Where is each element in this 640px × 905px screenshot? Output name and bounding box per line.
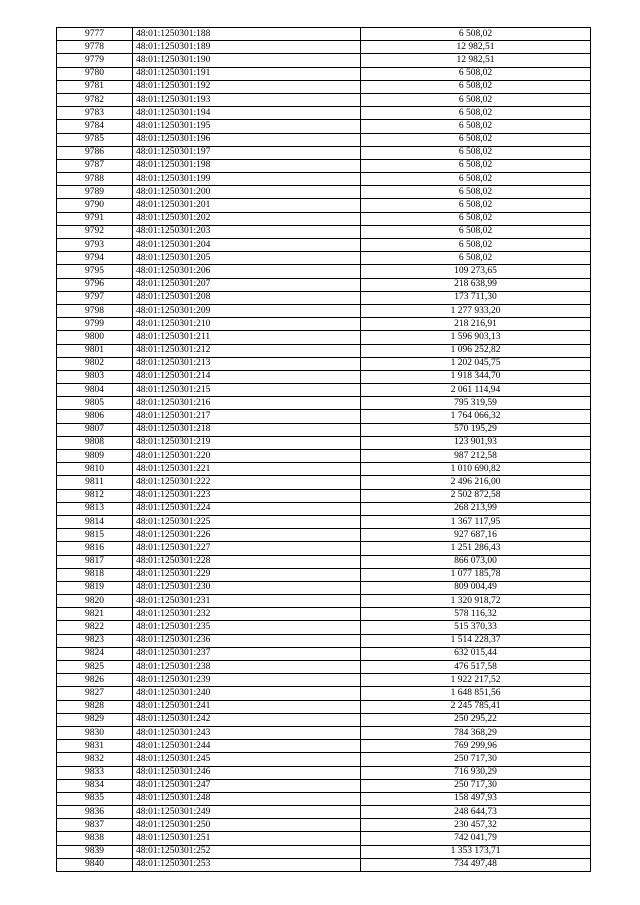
table-row: [57, 463, 591, 476]
table-row: [57, 225, 591, 238]
row-number-cell: 9777: [57, 28, 133, 41]
cadastral-number-cell: 48:01:1250301:209: [133, 304, 361, 317]
value-cell: 987 212,58: [361, 450, 591, 463]
value-cell: 230 457,32: [361, 819, 591, 832]
table-row: [57, 291, 591, 304]
cadastral-number-cell: 48:01:1250301:207: [133, 278, 361, 291]
row-number-cell: 9791: [57, 212, 133, 225]
row-number-cell: 9803: [57, 370, 133, 383]
cadastral-number-cell: 48:01:1250301:189: [133, 41, 361, 54]
cadastral-number-cell: 48:01:1250301:252: [133, 845, 361, 858]
value-cell: 1 514 228,37: [361, 634, 591, 647]
row-number-cell: 9799: [57, 318, 133, 331]
value-cell: 2 245 785,41: [361, 700, 591, 713]
registry-table: [56, 27, 591, 872]
value-cell: 927 687,16: [361, 529, 591, 542]
cadastral-number-cell: 48:01:1250301:217: [133, 410, 361, 423]
table-row: [57, 159, 591, 172]
cadastral-number-cell: 48:01:1250301:198: [133, 159, 361, 172]
cadastral-number-cell: 48:01:1250301:221: [133, 463, 361, 476]
table-row: [57, 384, 591, 397]
cadastral-number-cell: 48:01:1250301:227: [133, 542, 361, 555]
table-row: [57, 568, 591, 581]
table-row: [57, 67, 591, 80]
table-row: [57, 502, 591, 515]
cadastral-number-cell: 48:01:1250301:247: [133, 779, 361, 792]
cadastral-number-cell: 48:01:1250301:225: [133, 515, 361, 528]
cadastral-number-cell: 48:01:1250301:188: [133, 28, 361, 41]
cadastral-number-cell: 48:01:1250301:237: [133, 647, 361, 660]
table-row: [57, 740, 591, 753]
table-row: [57, 515, 591, 528]
value-cell: 6 508,02: [361, 159, 591, 172]
table-row: [57, 304, 591, 317]
value-cell: 795 319,59: [361, 397, 591, 410]
table-row: [57, 687, 591, 700]
cadastral-number-cell: 48:01:1250301:216: [133, 397, 361, 410]
value-cell: 6 508,02: [361, 146, 591, 159]
table-row: [57, 278, 591, 291]
cadastral-number-cell: 48:01:1250301:196: [133, 133, 361, 146]
row-number-cell: 9782: [57, 93, 133, 106]
table-row: [57, 726, 591, 739]
cadastral-number-cell: 48:01:1250301:239: [133, 674, 361, 687]
cadastral-number-cell: 48:01:1250301:218: [133, 423, 361, 436]
value-cell: 218 216,91: [361, 318, 591, 331]
row-number-cell: 9793: [57, 239, 133, 252]
table-row: [57, 832, 591, 845]
value-cell: 1 648 851,56: [361, 687, 591, 700]
cadastral-number-cell: 48:01:1250301:243: [133, 726, 361, 739]
cadastral-number-cell: 48:01:1250301:204: [133, 239, 361, 252]
value-cell: 6 508,02: [361, 107, 591, 120]
cadastral-number-cell: 48:01:1250301:205: [133, 252, 361, 265]
row-number-cell: 9804: [57, 384, 133, 397]
table-row: [57, 674, 591, 687]
table-row: [57, 423, 591, 436]
value-cell: 250 717,30: [361, 779, 591, 792]
value-cell: 1 918 344,70: [361, 370, 591, 383]
cadastral-number-cell: 48:01:1250301:192: [133, 80, 361, 93]
value-cell: 218 638,99: [361, 278, 591, 291]
value-cell: 6 508,02: [361, 225, 591, 238]
value-cell: 1 922 217,52: [361, 674, 591, 687]
row-number-cell: 9813: [57, 502, 133, 515]
row-number-cell: 9802: [57, 357, 133, 370]
value-cell: 1 367 117,95: [361, 515, 591, 528]
table-row: [57, 120, 591, 133]
row-number-cell: 9786: [57, 146, 133, 159]
row-number-cell: 9818: [57, 568, 133, 581]
row-number-cell: 9838: [57, 832, 133, 845]
row-number-cell: 9834: [57, 779, 133, 792]
cadastral-number-cell: 48:01:1250301:250: [133, 819, 361, 832]
cadastral-number-cell: 48:01:1250301:244: [133, 740, 361, 753]
row-number-cell: 9830: [57, 726, 133, 739]
value-cell: 809 004,49: [361, 581, 591, 594]
value-cell: 742 041,79: [361, 832, 591, 845]
cadastral-number-cell: 48:01:1250301:251: [133, 832, 361, 845]
value-cell: 1 320 918,72: [361, 595, 591, 608]
row-number-cell: 9788: [57, 173, 133, 186]
row-number-cell: 9797: [57, 291, 133, 304]
table-row: [57, 265, 591, 278]
table-row: [57, 858, 591, 871]
row-number-cell: 9780: [57, 67, 133, 80]
table-row: [57, 186, 591, 199]
value-cell: 570 195,29: [361, 423, 591, 436]
table-row: [57, 331, 591, 344]
value-cell: 158 497,93: [361, 792, 591, 805]
row-number-cell: 9795: [57, 265, 133, 278]
cadastral-number-cell: 48:01:1250301:230: [133, 581, 361, 594]
table-row: [57, 41, 591, 54]
row-number-cell: 9837: [57, 819, 133, 832]
cadastral-number-cell: 48:01:1250301:213: [133, 357, 361, 370]
row-number-cell: 9820: [57, 595, 133, 608]
row-number-cell: 9792: [57, 225, 133, 238]
value-cell: 6 508,02: [361, 28, 591, 41]
row-number-cell: 9831: [57, 740, 133, 753]
table-row: [57, 819, 591, 832]
cadastral-number-cell: 48:01:1250301:190: [133, 54, 361, 67]
cadastral-number-cell: 48:01:1250301:224: [133, 502, 361, 515]
table-row: [57, 792, 591, 805]
table-row: [57, 845, 591, 858]
value-cell: 248 644,73: [361, 806, 591, 819]
cadastral-number-cell: 48:01:1250301:231: [133, 595, 361, 608]
table-row: [57, 806, 591, 819]
row-number-cell: 9812: [57, 489, 133, 502]
value-cell: 2 502 872,58: [361, 489, 591, 502]
value-cell: 6 508,02: [361, 252, 591, 265]
value-cell: 109 273,65: [361, 265, 591, 278]
cadastral-number-cell: 48:01:1250301:194: [133, 107, 361, 120]
cadastral-number-cell: 48:01:1250301:249: [133, 806, 361, 819]
row-number-cell: 9816: [57, 542, 133, 555]
table-row: [57, 146, 591, 159]
cadastral-number-cell: 48:01:1250301:245: [133, 753, 361, 766]
cadastral-number-cell: 48:01:1250301:200: [133, 186, 361, 199]
cadastral-number-cell: 48:01:1250301:195: [133, 120, 361, 133]
value-cell: 6 508,02: [361, 239, 591, 252]
cadastral-number-cell: 48:01:1250301:228: [133, 555, 361, 568]
row-number-cell: 9824: [57, 647, 133, 660]
table-row: [57, 489, 591, 502]
table-row: [57, 239, 591, 252]
row-number-cell: 9810: [57, 463, 133, 476]
table-row: [57, 252, 591, 265]
table-row: [57, 80, 591, 93]
row-number-cell: 9819: [57, 581, 133, 594]
row-number-cell: 9815: [57, 529, 133, 542]
value-cell: 6 508,02: [361, 93, 591, 106]
row-number-cell: 9840: [57, 858, 133, 871]
value-cell: 6 508,02: [361, 212, 591, 225]
value-cell: 12 982,51: [361, 41, 591, 54]
value-cell: 6 508,02: [361, 80, 591, 93]
row-number-cell: 9783: [57, 107, 133, 120]
value-cell: 6 508,02: [361, 67, 591, 80]
table-row: [57, 621, 591, 634]
value-cell: 2 496 216,00: [361, 476, 591, 489]
table-row: [57, 93, 591, 106]
row-number-cell: 9808: [57, 436, 133, 449]
row-number-cell: 9823: [57, 634, 133, 647]
cadastral-number-cell: 48:01:1250301:232: [133, 608, 361, 621]
value-cell: 734 497,48: [361, 858, 591, 871]
cadastral-number-cell: 48:01:1250301:211: [133, 331, 361, 344]
value-cell: 6 508,02: [361, 173, 591, 186]
cadastral-number-cell: 48:01:1250301:203: [133, 225, 361, 238]
cadastral-number-cell: 48:01:1250301:214: [133, 370, 361, 383]
row-number-cell: 9839: [57, 845, 133, 858]
table-row: [57, 199, 591, 212]
row-number-cell: 9778: [57, 41, 133, 54]
cadastral-number-cell: 48:01:1250301:210: [133, 318, 361, 331]
table-row: [57, 476, 591, 489]
table-row: [57, 713, 591, 726]
table-row: [57, 700, 591, 713]
cadastral-number-cell: 48:01:1250301:197: [133, 146, 361, 159]
row-number-cell: 9821: [57, 608, 133, 621]
cadastral-number-cell: 48:01:1250301:246: [133, 766, 361, 779]
table-row: [57, 608, 591, 621]
table-row: [57, 318, 591, 331]
value-cell: 250 295,22: [361, 713, 591, 726]
table-row: [57, 344, 591, 357]
value-cell: 578 116,32: [361, 608, 591, 621]
row-number-cell: 9809: [57, 450, 133, 463]
row-number-cell: 9790: [57, 199, 133, 212]
value-cell: 6 508,02: [361, 120, 591, 133]
row-number-cell: 9836: [57, 806, 133, 819]
row-number-cell: 9806: [57, 410, 133, 423]
cadastral-number-cell: 48:01:1250301:226: [133, 529, 361, 542]
table-row: [57, 581, 591, 594]
cadastral-number-cell: 48:01:1250301:215: [133, 384, 361, 397]
table-row: [57, 173, 591, 186]
cadastral-number-cell: 48:01:1250301:241: [133, 700, 361, 713]
table-row: [57, 634, 591, 647]
row-number-cell: 9833: [57, 766, 133, 779]
row-number-cell: 9835: [57, 792, 133, 805]
row-number-cell: 9832: [57, 753, 133, 766]
cadastral-number-cell: 48:01:1250301:206: [133, 265, 361, 278]
value-cell: 1 202 045,75: [361, 357, 591, 370]
cadastral-number-cell: 48:01:1250301:236: [133, 634, 361, 647]
value-cell: 268 213,99: [361, 502, 591, 515]
table-row: [57, 28, 591, 41]
row-number-cell: 9817: [57, 555, 133, 568]
table-row: [57, 450, 591, 463]
row-number-cell: 9807: [57, 423, 133, 436]
row-number-cell: 9785: [57, 133, 133, 146]
table-row: [57, 555, 591, 568]
value-cell: 476 517,58: [361, 661, 591, 674]
cadastral-number-cell: 48:01:1250301:199: [133, 173, 361, 186]
row-number-cell: 9801: [57, 344, 133, 357]
row-number-cell: 9822: [57, 621, 133, 634]
value-cell: 6 508,02: [361, 199, 591, 212]
value-cell: 515 370,33: [361, 621, 591, 634]
value-cell: 1 277 933,20: [361, 304, 591, 317]
table-row: [57, 370, 591, 383]
row-number-cell: 9779: [57, 54, 133, 67]
value-cell: 12 982,51: [361, 54, 591, 67]
table-row: [57, 212, 591, 225]
row-number-cell: 9796: [57, 278, 133, 291]
cadastral-number-cell: 48:01:1250301:220: [133, 450, 361, 463]
value-cell: 1 010 690,82: [361, 463, 591, 476]
cadastral-number-cell: 48:01:1250301:238: [133, 661, 361, 674]
row-number-cell: 9800: [57, 331, 133, 344]
table-row: [57, 410, 591, 423]
registry-table-body: [57, 28, 591, 872]
value-cell: 1 096 252,82: [361, 344, 591, 357]
value-cell: 784 368,29: [361, 726, 591, 739]
row-number-cell: 9787: [57, 159, 133, 172]
value-cell: 2 061 114,94: [361, 384, 591, 397]
value-cell: 866 073,00: [361, 555, 591, 568]
value-cell: 632 015,44: [361, 647, 591, 660]
table-row: [57, 661, 591, 674]
value-cell: 1 251 286,43: [361, 542, 591, 555]
table-row: [57, 753, 591, 766]
table-row: [57, 54, 591, 67]
value-cell: 250 717,30: [361, 753, 591, 766]
row-number-cell: 9789: [57, 186, 133, 199]
cadastral-number-cell: 48:01:1250301:240: [133, 687, 361, 700]
cadastral-number-cell: 48:01:1250301:193: [133, 93, 361, 106]
cadastral-number-cell: 48:01:1250301:242: [133, 713, 361, 726]
row-number-cell: 9794: [57, 252, 133, 265]
cadastral-number-cell: 48:01:1250301:212: [133, 344, 361, 357]
row-number-cell: 9827: [57, 687, 133, 700]
row-number-cell: 9829: [57, 713, 133, 726]
row-number-cell: 9828: [57, 700, 133, 713]
cadastral-number-cell: 48:01:1250301:191: [133, 67, 361, 80]
table-row: [57, 357, 591, 370]
row-number-cell: 9814: [57, 515, 133, 528]
row-number-cell: 9798: [57, 304, 133, 317]
cadastral-number-cell: 48:01:1250301:229: [133, 568, 361, 581]
table-row: [57, 529, 591, 542]
cadastral-number-cell: 48:01:1250301:222: [133, 476, 361, 489]
row-number-cell: 9781: [57, 80, 133, 93]
table-row: [57, 595, 591, 608]
cadastral-number-cell: 48:01:1250301:201: [133, 199, 361, 212]
table-row: [57, 133, 591, 146]
row-number-cell: 9826: [57, 674, 133, 687]
table-row: [57, 779, 591, 792]
value-cell: 716 930,29: [361, 766, 591, 779]
value-cell: 123 901,93: [361, 436, 591, 449]
row-number-cell: 9825: [57, 661, 133, 674]
value-cell: 6 508,02: [361, 186, 591, 199]
value-cell: 1 077 185,78: [361, 568, 591, 581]
table-row: [57, 647, 591, 660]
cadastral-number-cell: 48:01:1250301:235: [133, 621, 361, 634]
value-cell: 173 711,30: [361, 291, 591, 304]
value-cell: 6 508,02: [361, 133, 591, 146]
table-row: [57, 107, 591, 120]
table-row: [57, 436, 591, 449]
value-cell: 769 299,96: [361, 740, 591, 753]
value-cell: 1 596 903,13: [361, 331, 591, 344]
row-number-cell: 9805: [57, 397, 133, 410]
cadastral-number-cell: 48:01:1250301:223: [133, 489, 361, 502]
table-row: [57, 766, 591, 779]
cadastral-number-cell: 48:01:1250301:219: [133, 436, 361, 449]
value-cell: 1 353 173,71: [361, 845, 591, 858]
table-row: [57, 397, 591, 410]
cadastral-number-cell: 48:01:1250301:202: [133, 212, 361, 225]
cadastral-number-cell: 48:01:1250301:253: [133, 858, 361, 871]
cadastral-number-cell: 48:01:1250301:248: [133, 792, 361, 805]
table-row: [57, 542, 591, 555]
value-cell: 1 764 066,32: [361, 410, 591, 423]
cadastral-number-cell: 48:01:1250301:208: [133, 291, 361, 304]
row-number-cell: 9784: [57, 120, 133, 133]
row-number-cell: 9811: [57, 476, 133, 489]
